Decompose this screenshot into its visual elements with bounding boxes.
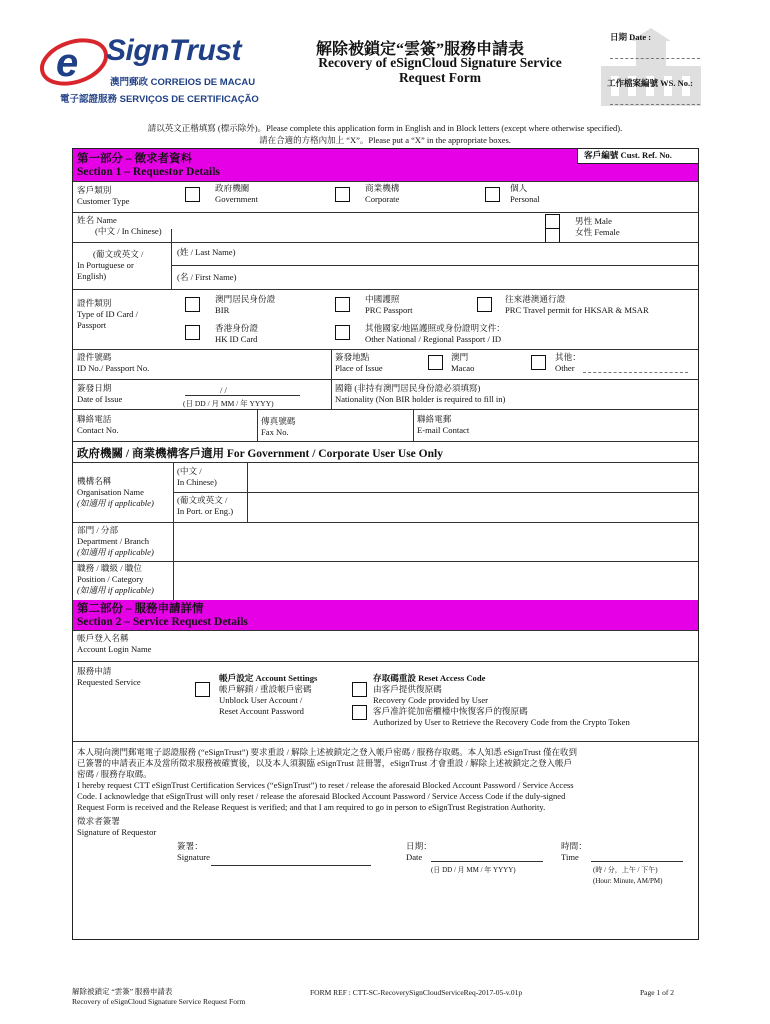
org-chinese-label: (中文 / In Chinese) bbox=[177, 466, 217, 487]
checkbox-bir[interactable] bbox=[185, 297, 200, 312]
date-of-issue-field[interactable] bbox=[185, 395, 300, 396]
checkbox-account-settings[interactable] bbox=[195, 682, 210, 697]
checkbox-corporate[interactable] bbox=[335, 187, 350, 202]
personal-label: 個人 Personal bbox=[510, 183, 540, 204]
form-title-english: Recovery of eSignCloud Signature Service Request Form bbox=[318, 55, 562, 85]
first-name-label: (名 / First Name) bbox=[177, 272, 237, 282]
date-field[interactable] bbox=[610, 58, 700, 59]
reset-access-code-option: 存取碼重設 Reset Access Code 由客戶提供復原碼 Recovery Code provided by User 客戶准許從加密櫃檯中恢復客戶的復原碼 Authorized by User to Retrieve the Recovery Code from the Crypto Token bbox=[373, 673, 630, 727]
date-of-issue-format: (日 DD / 月 MM / 年 YYYY) bbox=[183, 399, 274, 408]
date-of-issue-label: 簽發日期 Date of Issue bbox=[77, 383, 123, 404]
travel-permit-label: 往來港澳通行證 PRC Travel permit for HKSAR & MSAR bbox=[505, 294, 649, 315]
signature-date-label: 日期： Date bbox=[406, 841, 432, 862]
signature-time-label: 時間： Time bbox=[561, 841, 587, 862]
last-name-label: (姓 / Last Name) bbox=[177, 247, 236, 257]
ws-number-label: 工作檔案編號 WS. No.: bbox=[607, 78, 693, 88]
checkbox-prc-passport[interactable] bbox=[335, 297, 350, 312]
request-form bbox=[72, 148, 699, 940]
other-place-field[interactable] bbox=[583, 372, 688, 373]
email-label: 聯絡電郵 E-mail Contact bbox=[417, 414, 470, 435]
account-login-label: 帳戶登入名稱 Account Login Name bbox=[77, 633, 152, 654]
checkbox-female[interactable] bbox=[545, 228, 560, 243]
macao-label: 澳門 Macao bbox=[451, 352, 475, 373]
section2-title: 第二部份 – 服務申請詳情 Section 2 – Service Request Details bbox=[77, 603, 248, 628]
gov-corporate-section-title: 政府機關 / 商業機構客戶適用 For Government / Corporate User Use Only bbox=[77, 448, 443, 460]
requested-service-label: 服務申請 Requested Service bbox=[77, 666, 141, 687]
organisation-name-label: 機構名稱 Organisation Name (如適用 if applicable) bbox=[77, 476, 154, 508]
logo-subtitle-certification: 電子認證服務 SERVIÇOS DE CERTIFICAÇÃO bbox=[60, 94, 259, 105]
corporate-label: 商業機構 Corporate bbox=[365, 183, 400, 204]
checkbox-reset-access-code[interactable] bbox=[352, 682, 367, 697]
checkbox-personal[interactable] bbox=[485, 187, 500, 202]
checkbox-other-place[interactable] bbox=[531, 355, 546, 370]
name-portuguese-label-2: In Portuguese or English) bbox=[77, 260, 134, 281]
checkbox-hkid[interactable] bbox=[185, 325, 200, 340]
other-id-label: 其他國家/地區護照或身份證明文件： Other National / Regional Passport / ID bbox=[365, 323, 505, 344]
nationality-label: 國籍 (非持有澳門居民身份證必須填寫) Nationality (Non BIR holder is required to fill in) bbox=[335, 383, 506, 404]
checkbox-macao[interactable] bbox=[428, 355, 443, 370]
gender-labels: 男性 Male 女性 Female bbox=[575, 216, 620, 237]
name-portuguese-label: (葡文或英文 / bbox=[93, 249, 144, 259]
logo-subtitle-macau: 澳門郵政 CORREIOS DE MACAU bbox=[110, 77, 256, 88]
declaration-text: 本人現向澳門郵電電子認證服務 (“eSignTrust”) 要求重設 / 解除上述被鎖定之登入帳戶密碼 / 服務存取碼。本人知悉 eSignTrust 僅在收到 已簽署的申請表正本及當所徵求服務被確實後，以及本人須親臨 eSignTrust 註冊署，eSignTrust 才會重設 / 解除上述被鎖定之登入帳戶 密碼 / 服務存取碼。 I hereby request CTT eSignTrust Certification Services (“eSignTrust”) to reset / release the aforesaid Blocked Account Password / Service Access Code. I acknowledge that eSignTrust will only reset / release the aforesaid Blocked Account Password / Service Access Code if the duly-signed Request Form is received and the Release Request is verified; and that I am required to go in person to eSignTrust Registration Authority. bbox=[77, 747, 577, 812]
signature-date-format: (日 DD / 月 MM / 年 YYYY) bbox=[431, 866, 516, 874]
esigntrust-logo-e-icon bbox=[38, 34, 112, 88]
contact-number-label: 聯絡電話 Contact No. bbox=[77, 414, 119, 435]
cust-ref-label: 客戶編號 Cust. Ref. No. bbox=[584, 150, 672, 160]
form-title-chinese: 解除被鎖定“雲簽”服務申請表 bbox=[315, 41, 524, 58]
id-number-label: 證件號碼 ID No./ Passport No. bbox=[77, 352, 150, 373]
logo-wordmark: SignTrust bbox=[106, 34, 241, 67]
checkbox-male[interactable] bbox=[545, 214, 560, 229]
ws-number-field[interactable] bbox=[610, 104, 700, 105]
prc-passport-label: 中國護照 PRC Passport bbox=[365, 294, 413, 315]
signature-field[interactable] bbox=[211, 865, 371, 866]
instructions-line-2: 請在合適的方格內加上 “X”。Please put a “X” in the appropriate boxes. bbox=[259, 135, 511, 145]
date-of-issue-slashes: / / bbox=[220, 385, 227, 395]
id-type-label: 證件類別 Type of ID Card / Passport bbox=[77, 298, 138, 330]
account-settings-option: 帳戶設定 Account Settings 帳戶解鎖 / 重設帳戶密碼 Unblock User Account / Reset Account Password bbox=[219, 673, 318, 716]
government-label: 政府機關 Government bbox=[215, 183, 258, 204]
signature-date-field[interactable] bbox=[431, 861, 543, 862]
footer-form-ref: FORM REF : CTT-SC-RecoverySignCloudServiceReq-2017-05-v.01p bbox=[310, 988, 523, 997]
cust-ref-box[interactable] bbox=[577, 148, 699, 164]
section1-title: 第一部分 – 徵求者資料 Section 1 – Requestor Details bbox=[77, 153, 220, 178]
checkbox-travel-permit[interactable] bbox=[477, 297, 492, 312]
fax-label: 傳真號碼 Fax No. bbox=[261, 416, 296, 437]
hkid-label: 香港身份證 HK ID Card bbox=[215, 323, 258, 344]
signature-time-field[interactable] bbox=[591, 861, 683, 862]
instructions-line-1: 請以英文正楷填寫 (標示除外)。Please complete this application form in English and in Block letters (except where otherwise specified). bbox=[147, 123, 623, 133]
svg-text:e: e bbox=[56, 41, 79, 85]
org-portuguese-label: (葡文或英文 / In Port. or Eng.) bbox=[177, 495, 234, 516]
position-label: 職務 / 職級 / 職位 Position / Category (如適用 if applicable) bbox=[77, 563, 154, 595]
signature-of-requestor-label: 徵求者簽署 Signature of Requestor bbox=[77, 816, 157, 837]
other-place-label: 其他： Other bbox=[555, 352, 581, 373]
checkbox-other-id[interactable] bbox=[335, 325, 350, 340]
signature-time-format: (時 / 分，上午 / 下午) (Hour: Minute, AM/PM) bbox=[593, 866, 663, 885]
date-label: 日期 Date : bbox=[610, 32, 652, 42]
footer-form-name: 解除被鎖定 “雲簽” 服務申請表 Recovery of eSignCloud Signature Service Request Form bbox=[72, 987, 246, 1006]
checkbox-government[interactable] bbox=[185, 187, 200, 202]
footer-page-number: Page 1 of 2 bbox=[640, 988, 674, 997]
department-label: 部門 / 分部 Department / Branch (如適用 if applicable) bbox=[77, 525, 154, 557]
customer-type-label: 客戶類別 Customer Type bbox=[77, 185, 130, 206]
signature-label: 簽署： Signature bbox=[177, 841, 210, 862]
bir-label: 澳門居民身份證 BIR bbox=[215, 294, 276, 315]
name-label: 姓名 Name (中文 / In Chinese) bbox=[77, 215, 162, 236]
checkbox-retrieve-recovery-code[interactable] bbox=[352, 705, 367, 720]
place-of-issue-label: 簽發地點 Place of Issue bbox=[335, 352, 383, 373]
